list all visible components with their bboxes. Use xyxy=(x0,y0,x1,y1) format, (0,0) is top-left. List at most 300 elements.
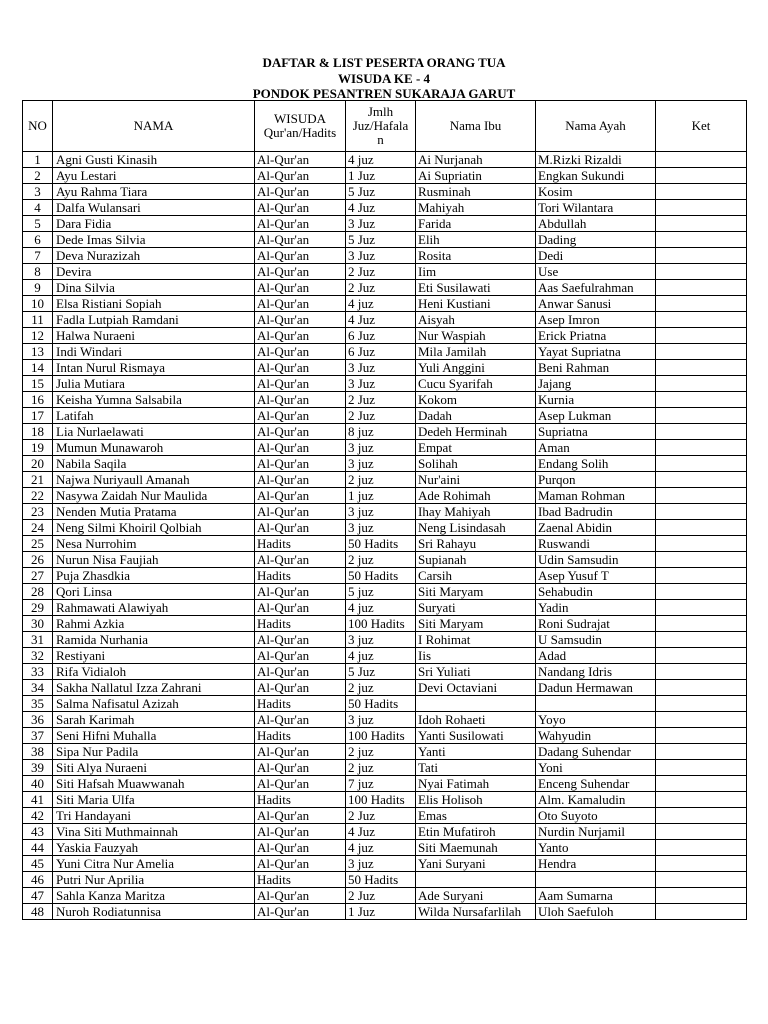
cell-ket xyxy=(656,424,747,440)
cell-nama: Agni Gusti Kinasih xyxy=(53,152,255,168)
cell-nama-ayah: Ibad Badrudin xyxy=(536,504,656,520)
cell-no: 14 xyxy=(23,360,53,376)
cell-nama-ayah: Roni Sudrajat xyxy=(536,616,656,632)
cell-no: 5 xyxy=(23,216,53,232)
cell-ket xyxy=(656,584,747,600)
cell-wisuda: Al-Qur'an xyxy=(255,392,346,408)
cell-nama-ayah: Use xyxy=(536,264,656,280)
cell-ket xyxy=(656,680,747,696)
cell-nama-ibu: Siti Maryam xyxy=(416,616,536,632)
header-wisuda xyxy=(255,101,346,152)
table-body xyxy=(23,152,747,920)
cell-ket xyxy=(656,168,747,184)
cell-nama-ayah: Aam Sumarna xyxy=(536,888,656,904)
cell-wisuda: Al-Qur'an xyxy=(255,744,346,760)
cell-ket xyxy=(656,616,747,632)
cell-nama: Dalfa Wulansari xyxy=(53,200,255,216)
cell-no: 11 xyxy=(23,312,53,328)
table-row xyxy=(23,456,747,472)
cell-wisuda: Al-Qur'an xyxy=(255,680,346,696)
cell-nama: Nesa Nurrohim xyxy=(53,536,255,552)
cell-jumlah: 8 juz xyxy=(346,424,416,440)
cell-nama-ibu: I Rohimat xyxy=(416,632,536,648)
cell-nama-ibu: Solihah xyxy=(416,456,536,472)
cell-jumlah: 1 Juz xyxy=(346,168,416,184)
cell-jumlah: 3 Juz xyxy=(346,216,416,232)
cell-no: 8 xyxy=(23,264,53,280)
cell-ket xyxy=(656,376,747,392)
table-row xyxy=(23,680,747,696)
cell-nama: Tri Handayani xyxy=(53,808,255,824)
cell-no: 33 xyxy=(23,664,53,680)
header-nama-ayah: Nama Ayah xyxy=(536,101,656,152)
cell-ket xyxy=(656,520,747,536)
cell-nama-ibu: Rusminah xyxy=(416,184,536,200)
cell-no: 3 xyxy=(23,184,53,200)
cell-nama: Nurun Nisa Faujiah xyxy=(53,552,255,568)
table-row xyxy=(23,728,747,744)
cell-ket xyxy=(656,792,747,808)
cell-nama-ayah: Yanto xyxy=(536,840,656,856)
cell-nama: Vina Siti Muthmainnah xyxy=(53,824,255,840)
cell-nama-ibu: Yanti xyxy=(416,744,536,760)
cell-nama-ayah: Uloh Saefuloh xyxy=(536,904,656,920)
cell-ket xyxy=(656,744,747,760)
cell-nama-ibu: Ai Supriatin xyxy=(416,168,536,184)
cell-ket xyxy=(656,296,747,312)
cell-nama: Nasywa Zaidah Nur Maulida xyxy=(53,488,255,504)
cell-nama-ibu: Cucu Syarifah xyxy=(416,376,536,392)
participants-table xyxy=(22,100,747,920)
table-row xyxy=(23,424,747,440)
cell-ket xyxy=(656,664,747,680)
cell-jumlah: 7 juz xyxy=(346,776,416,792)
cell-jumlah: 5 juz xyxy=(346,584,416,600)
cell-ket xyxy=(656,552,747,568)
cell-no: 12 xyxy=(23,328,53,344)
cell-nama-ibu: Iim xyxy=(416,264,536,280)
cell-nama: Najwa Nuriyaull Amanah xyxy=(53,472,255,488)
cell-no: 32 xyxy=(23,648,53,664)
cell-nama: Indi Windari xyxy=(53,344,255,360)
cell-ket xyxy=(656,488,747,504)
cell-no: 9 xyxy=(23,280,53,296)
table-row xyxy=(23,312,747,328)
cell-nama: Ramida Nurhania xyxy=(53,632,255,648)
table-row xyxy=(23,760,747,776)
cell-ket xyxy=(656,248,747,264)
cell-ket xyxy=(656,648,747,664)
cell-nama-ibu: Dadah xyxy=(416,408,536,424)
cell-ket xyxy=(656,808,747,824)
cell-no: 7 xyxy=(23,248,53,264)
cell-ket xyxy=(656,264,747,280)
cell-nama-ayah: Aman xyxy=(536,440,656,456)
cell-ket xyxy=(656,536,747,552)
cell-wisuda: Al-Qur'an xyxy=(255,296,346,312)
cell-nama: Sipa Nur Padila xyxy=(53,744,255,760)
cell-wisuda: Al-Qur'an xyxy=(255,264,346,280)
cell-nama-ayah: Kurnia xyxy=(536,392,656,408)
table-header-row xyxy=(23,101,747,152)
cell-nama: Yuni Citra Nur Amelia xyxy=(53,856,255,872)
cell-ket xyxy=(656,872,747,888)
cell-jumlah: 100 Hadits xyxy=(346,792,416,808)
cell-no: 26 xyxy=(23,552,53,568)
cell-nama-ibu: Wilda Nursafarlilah xyxy=(416,904,536,920)
cell-wisuda: Al-Qur'an xyxy=(255,584,346,600)
cell-nama-ayah: Abdullah xyxy=(536,216,656,232)
title-line-2: WISUDA KE - 4 xyxy=(337,70,431,86)
cell-jumlah: 2 juz xyxy=(346,680,416,696)
table-row xyxy=(23,872,747,888)
cell-nama: Dara Fidia xyxy=(53,216,255,232)
cell-wisuda: Hadits xyxy=(255,728,346,744)
cell-no: 19 xyxy=(23,440,53,456)
cell-no: 13 xyxy=(23,344,53,360)
cell-ket xyxy=(656,632,747,648)
cell-no: 45 xyxy=(23,856,53,872)
cell-jumlah: 3 Juz xyxy=(346,376,416,392)
cell-wisuda: Al-Qur'an xyxy=(255,712,346,728)
cell-nama-ibu: Kokom xyxy=(416,392,536,408)
cell-no: 36 xyxy=(23,712,53,728)
cell-nama-ibu: Ai Nurjanah xyxy=(416,152,536,168)
cell-nama-ibu: Idoh Rohaeti xyxy=(416,712,536,728)
cell-no: 27 xyxy=(23,568,53,584)
cell-no: 22 xyxy=(23,488,53,504)
table-row xyxy=(23,648,747,664)
cell-nama: Devira xyxy=(53,264,255,280)
cell-nama-ayah: Endang Solih xyxy=(536,456,656,472)
table-row xyxy=(23,568,747,584)
cell-no: 29 xyxy=(23,600,53,616)
cell-nama: Nuroh Rodiatunnisa xyxy=(53,904,255,920)
table-row xyxy=(23,168,747,184)
cell-ket xyxy=(656,824,747,840)
cell-wisuda: Al-Qur'an xyxy=(255,312,346,328)
cell-no: 31 xyxy=(23,632,53,648)
cell-nama-ibu: Nur Waspiah xyxy=(416,328,536,344)
cell-jumlah: 5 Juz xyxy=(346,232,416,248)
cell-jumlah: 2 Juz xyxy=(346,808,416,824)
cell-jumlah: 4 juz xyxy=(346,296,416,312)
table-row xyxy=(23,248,747,264)
cell-no: 39 xyxy=(23,760,53,776)
cell-nama-ibu: Carsih xyxy=(416,568,536,584)
cell-wisuda: Al-Qur'an xyxy=(255,840,346,856)
cell-nama-ayah: Wahyudin xyxy=(536,728,656,744)
cell-nama-ayah: Yoni xyxy=(536,760,656,776)
cell-wisuda: Al-Qur'an xyxy=(255,664,346,680)
cell-nama-ayah: Sehabudin xyxy=(536,584,656,600)
cell-jumlah: 2 Juz xyxy=(346,264,416,280)
header-jmlh-line3: n xyxy=(377,132,384,147)
cell-nama: Dina Silvia xyxy=(53,280,255,296)
table-row xyxy=(23,504,747,520)
cell-no: 17 xyxy=(23,408,53,424)
table-row xyxy=(23,200,747,216)
cell-no: 23 xyxy=(23,504,53,520)
cell-ket xyxy=(656,600,747,616)
cell-jumlah: 1 Juz xyxy=(346,904,416,920)
cell-nama-ibu: Yani Suryani xyxy=(416,856,536,872)
cell-ket xyxy=(656,456,747,472)
cell-nama: Keisha Yumna Salsabila xyxy=(53,392,255,408)
cell-nama: Neng Silmi Khoiril Qolbiah xyxy=(53,520,255,536)
table-row xyxy=(23,840,747,856)
cell-no: 43 xyxy=(23,824,53,840)
cell-no: 6 xyxy=(23,232,53,248)
cell-nama: Deva Nurazizah xyxy=(53,248,255,264)
cell-nama-ibu: Ade Suryani xyxy=(416,888,536,904)
cell-nama-ibu: Neng Lisindasah xyxy=(416,520,536,536)
table-row xyxy=(23,824,747,840)
cell-nama-ayah: Nandang Idris xyxy=(536,664,656,680)
cell-no: 35 xyxy=(23,696,53,712)
cell-jumlah: 4 juz xyxy=(346,600,416,616)
cell-no: 15 xyxy=(23,376,53,392)
title-line-3: PONDOK PESANTREN SUKARAJA GARUT xyxy=(252,86,516,101)
cell-nama-ibu: Mila Jamilah xyxy=(416,344,536,360)
cell-nama-ayah: Asep Yusuf T xyxy=(536,568,656,584)
cell-nama-ibu: Empat xyxy=(416,440,536,456)
cell-nama-ayah: Yoyo xyxy=(536,712,656,728)
cell-wisuda: Al-Qur'an xyxy=(255,376,346,392)
cell-wisuda: Al-Qur'an xyxy=(255,232,346,248)
cell-jumlah: 3 juz xyxy=(346,632,416,648)
cell-nama-ayah: Erick Priatna xyxy=(536,328,656,344)
cell-wisuda: Al-Qur'an xyxy=(255,424,346,440)
cell-ket xyxy=(656,344,747,360)
header-wisuda-line1: WISUDA xyxy=(274,111,326,126)
cell-nama-ayah xyxy=(536,696,656,712)
cell-nama: Mumun Munawaroh xyxy=(53,440,255,456)
table-row xyxy=(23,296,747,312)
cell-jumlah: 3 Juz xyxy=(346,248,416,264)
cell-no: 48 xyxy=(23,904,53,920)
cell-nama-ibu: Elih xyxy=(416,232,536,248)
cell-no: 37 xyxy=(23,728,53,744)
cell-nama-ayah: Hendra xyxy=(536,856,656,872)
cell-nama: Latifah xyxy=(53,408,255,424)
cell-jumlah: 100 Hadits xyxy=(346,616,416,632)
cell-ket xyxy=(656,696,747,712)
table-row xyxy=(23,856,747,872)
cell-nama-ibu: Nyai Fatimah xyxy=(416,776,536,792)
cell-jumlah: 3 Juz xyxy=(346,360,416,376)
cell-wisuda: Al-Qur'an xyxy=(255,504,346,520)
cell-nama: Sahla Kanza Maritza xyxy=(53,888,255,904)
cell-nama-ibu: Rosita xyxy=(416,248,536,264)
table-row xyxy=(23,392,747,408)
table-row xyxy=(23,184,747,200)
cell-nama: Restiyani xyxy=(53,648,255,664)
cell-nama-ayah: Asep Lukman xyxy=(536,408,656,424)
table-row xyxy=(23,232,747,248)
cell-jumlah: 1 juz xyxy=(346,488,416,504)
cell-nama: Ayu Lestari xyxy=(53,168,255,184)
cell-jumlah: 3 juz xyxy=(346,520,416,536)
cell-jumlah: 6 Juz xyxy=(346,344,416,360)
cell-wisuda: Al-Qur'an xyxy=(255,456,346,472)
cell-wisuda: Al-Qur'an xyxy=(255,248,346,264)
cell-nama-ibu xyxy=(416,872,536,888)
cell-no: 42 xyxy=(23,808,53,824)
cell-nama-ayah: Beni Rahman xyxy=(536,360,656,376)
cell-nama: Rifa Vidialoh xyxy=(53,664,255,680)
cell-nama: Puja Zhasdkia xyxy=(53,568,255,584)
table-row xyxy=(23,440,747,456)
cell-nama: Nenden Mutia Pratama xyxy=(53,504,255,520)
cell-no: 4 xyxy=(23,200,53,216)
cell-nama: Qori Linsa xyxy=(53,584,255,600)
cell-ket xyxy=(656,840,747,856)
cell-nama: Dede Imas Silvia xyxy=(53,232,255,248)
cell-nama-ibu: Siti Maryam xyxy=(416,584,536,600)
cell-wisuda: Al-Qur'an xyxy=(255,808,346,824)
cell-nama-ibu: Ade Rohimah xyxy=(416,488,536,504)
cell-nama: Yaskia Fauzyah xyxy=(53,840,255,856)
cell-ket xyxy=(656,280,747,296)
cell-nama-ayah: Purqon xyxy=(536,472,656,488)
cell-no: 25 xyxy=(23,536,53,552)
cell-wisuda: Al-Qur'an xyxy=(255,152,346,168)
cell-wisuda: Al-Qur'an xyxy=(255,184,346,200)
cell-nama-ibu: Sri Yuliati xyxy=(416,664,536,680)
cell-ket xyxy=(656,712,747,728)
cell-nama-ayah: Enceng Suhendar xyxy=(536,776,656,792)
table-row xyxy=(23,264,747,280)
cell-no: 44 xyxy=(23,840,53,856)
cell-wisuda: Hadits xyxy=(255,568,346,584)
cell-nama: Halwa Nuraeni xyxy=(53,328,255,344)
cell-wisuda: Al-Qur'an xyxy=(255,600,346,616)
cell-wisuda: Al-Qur'an xyxy=(255,168,346,184)
cell-nama: Fadla Lutpiah Ramdani xyxy=(53,312,255,328)
cell-ket xyxy=(656,904,747,920)
cell-nama-ayah: Anwar Sanusi xyxy=(536,296,656,312)
cell-nama-ibu xyxy=(416,696,536,712)
table-row xyxy=(23,808,747,824)
cell-no: 40 xyxy=(23,776,53,792)
cell-nama: Siti Alya Nuraeni xyxy=(53,760,255,776)
cell-wisuda: Al-Qur'an xyxy=(255,200,346,216)
cell-nama-ayah: Dedi xyxy=(536,248,656,264)
cell-wisuda: Hadits xyxy=(255,696,346,712)
cell-wisuda: Al-Qur'an xyxy=(255,472,346,488)
cell-nama-ibu: Yuli Anggini xyxy=(416,360,536,376)
cell-nama-ayah: Yayat Supriatna xyxy=(536,344,656,360)
cell-jumlah: 2 juz xyxy=(346,552,416,568)
cell-nama: Lia Nurlaelawati xyxy=(53,424,255,440)
cell-wisuda: Al-Qur'an xyxy=(255,216,346,232)
cell-jumlah: 4 juz xyxy=(346,648,416,664)
cell-wisuda: Al-Qur'an xyxy=(255,408,346,424)
cell-wisuda: Al-Qur'an xyxy=(255,632,346,648)
cell-nama-ayah: Adad xyxy=(536,648,656,664)
cell-jumlah: 2 Juz xyxy=(346,888,416,904)
cell-jumlah: 3 juz xyxy=(346,440,416,456)
cell-jumlah: 4 Juz xyxy=(346,200,416,216)
cell-wisuda: Al-Qur'an xyxy=(255,856,346,872)
cell-nama-ibu: Nur'aini xyxy=(416,472,536,488)
cell-nama-ayah: Jajang xyxy=(536,376,656,392)
cell-no: 38 xyxy=(23,744,53,760)
cell-nama-ayah: Supriatna xyxy=(536,424,656,440)
cell-no: 41 xyxy=(23,792,53,808)
cell-jumlah: 2 juz xyxy=(346,760,416,776)
cell-nama-ibu: Siti Maemunah xyxy=(416,840,536,856)
cell-wisuda: Al-Qur'an xyxy=(255,824,346,840)
cell-no: 18 xyxy=(23,424,53,440)
cell-wisuda: Al-Qur'an xyxy=(255,280,346,296)
cell-nama-ayah: Ruswandi xyxy=(536,536,656,552)
header-ket: Ket xyxy=(656,101,747,152)
cell-no: 46 xyxy=(23,872,53,888)
title-line-1: DAFTAR & LIST PESERTA ORANG TUA xyxy=(262,55,506,70)
cell-wisuda: Al-Qur'an xyxy=(255,760,346,776)
header-jmlh xyxy=(346,101,416,152)
table-row xyxy=(23,792,747,808)
header-jmlh-line1: Jmlh xyxy=(367,104,394,119)
cell-wisuda: Al-Qur'an xyxy=(255,440,346,456)
cell-nama-ayah: Dadun Hermawan xyxy=(536,680,656,696)
cell-wisuda: Al-Qur'an xyxy=(255,648,346,664)
cell-wisuda: Hadits xyxy=(255,792,346,808)
cell-nama-ayah xyxy=(536,872,656,888)
table-row xyxy=(23,904,747,920)
table-row xyxy=(23,328,747,344)
cell-nama-ayah: M.Rizki Rizaldi xyxy=(536,152,656,168)
table-row xyxy=(23,488,747,504)
cell-nama-ibu: Iis xyxy=(416,648,536,664)
cell-nama-ayah: U Samsudin xyxy=(536,632,656,648)
cell-nama-ayah: Zaenal Abidin xyxy=(536,520,656,536)
table-row xyxy=(23,664,747,680)
table-row xyxy=(23,408,747,424)
cell-no: 21 xyxy=(23,472,53,488)
cell-jumlah: 4 juz xyxy=(346,152,416,168)
cell-nama-ayah: Tori Wilantara xyxy=(536,200,656,216)
cell-nama: Putri Nur Aprilia xyxy=(53,872,255,888)
cell-jumlah: 2 juz xyxy=(346,744,416,760)
cell-nama-ibu: Tati xyxy=(416,760,536,776)
cell-nama-ayah: Alm. Kamaludin xyxy=(536,792,656,808)
cell-wisuda: Al-Qur'an xyxy=(255,488,346,504)
cell-ket xyxy=(656,568,747,584)
cell-jumlah: 2 juz xyxy=(346,472,416,488)
table-row xyxy=(23,616,747,632)
header-nama: NAMA xyxy=(53,101,255,152)
cell-jumlah: 100 Hadits xyxy=(346,728,416,744)
cell-nama-ibu: Farida xyxy=(416,216,536,232)
header-no: NO xyxy=(23,101,53,152)
table-row xyxy=(23,520,747,536)
table-row xyxy=(23,552,747,568)
cell-jumlah: 2 Juz xyxy=(346,392,416,408)
cell-ket xyxy=(656,856,747,872)
cell-wisuda: Al-Qur'an xyxy=(255,520,346,536)
cell-jumlah: 4 juz xyxy=(346,840,416,856)
cell-nama-ayah: Aas Saefulrahman xyxy=(536,280,656,296)
cell-nama: Intan Nurul Rismaya xyxy=(53,360,255,376)
cell-wisuda: Al-Qur'an xyxy=(255,344,346,360)
cell-jumlah: 50 Hadits xyxy=(346,696,416,712)
cell-ket xyxy=(656,232,747,248)
cell-nama-ibu: Emas xyxy=(416,808,536,824)
cell-ket xyxy=(656,408,747,424)
